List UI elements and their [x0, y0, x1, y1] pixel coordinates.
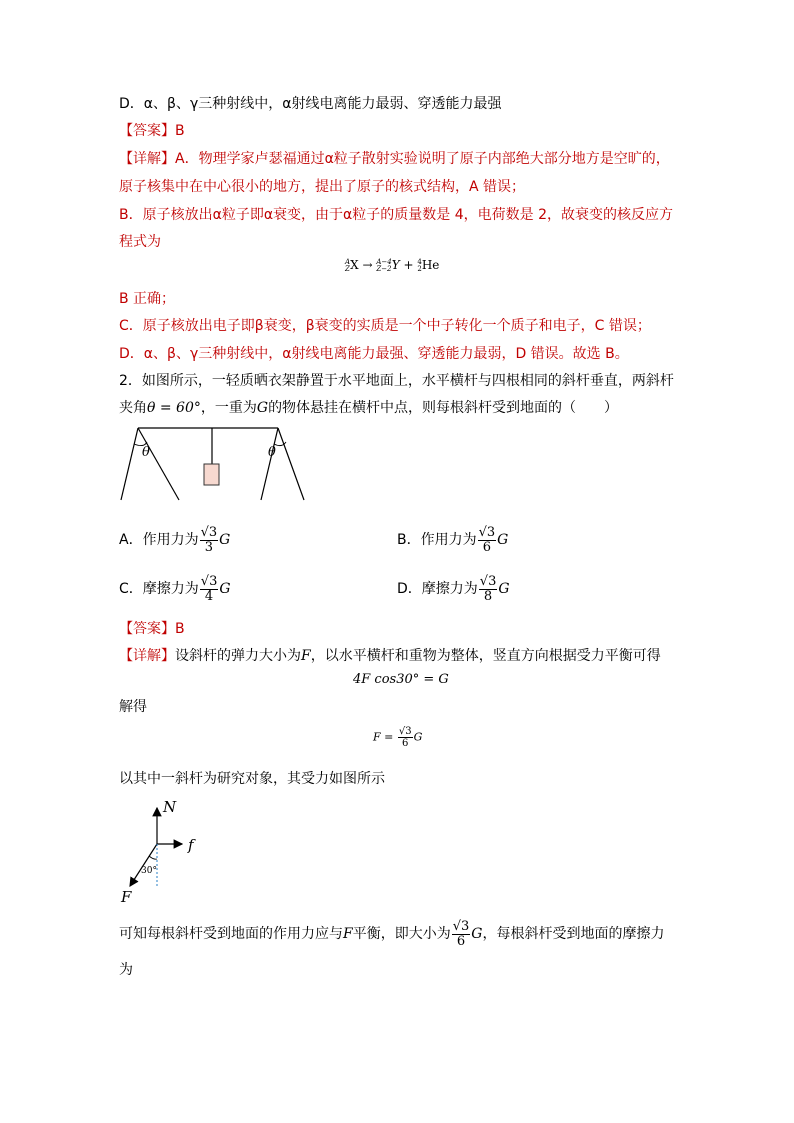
explain-tag: 【详解】 — [119, 151, 175, 167]
answer-value: B — [175, 621, 185, 637]
conclusion-num: √3 — [452, 918, 470, 934]
decay-equation — [345, 258, 439, 273]
angle-label: 30° — [141, 866, 157, 876]
label-F: F — [121, 888, 132, 904]
option-a-den: 3 — [204, 539, 213, 555]
stem-text: ，一重为 — [200, 400, 257, 416]
right-outer-leg — [278, 428, 304, 500]
option-d[interactable] — [397, 574, 510, 604]
weight-symbol: G — [256, 400, 269, 416]
option-b-g: G — [497, 532, 509, 548]
right-inner-leg — [261, 428, 278, 500]
solution-den: 6 — [402, 738, 409, 749]
option-c-num: √3 — [200, 573, 218, 589]
theta-equation: θ = 60° — [147, 400, 201, 416]
he-charge: 2 — [417, 264, 422, 273]
equilibrium-equation: 4F cos30° = G — [353, 672, 449, 687]
stem-text: 夹角 — [119, 400, 147, 416]
plus-sign: + — [403, 258, 414, 272]
q1-b-correct: B 正确； — [119, 291, 176, 307]
force-symbol: F — [343, 926, 353, 942]
q1-explain-b1: B．原子核放出α粒子即α衰变，由于α粒子的质量数是 4，电荷数是 2，故衰变的核反应方 — [119, 207, 674, 223]
force-symbol: F — [301, 648, 311, 664]
q1-explain-b2: 程式为 — [119, 234, 161, 250]
q2-explain-line1 — [119, 646, 661, 666]
conclusion-den: 6 — [456, 933, 466, 949]
theta-left-label: θ — [142, 445, 150, 460]
he-mass: 4 — [417, 257, 422, 266]
option-c-label: C．摩擦力为 — [119, 581, 199, 597]
option-d-den: 8 — [483, 588, 493, 604]
q1-explain-c: C．原子核放出电子即β衰变，β衰变的实质是一个中子转化一个质子和电子，C 错误； — [119, 318, 651, 334]
q2-answer-line — [119, 619, 185, 639]
q1-explain-d: D．α、β、γ三种射线中，α射线电离能力最强、穿透能力最弱，D 错误。故选 B。 — [119, 346, 629, 362]
clothes-rack-figure — [118, 424, 308, 502]
reaction-arrow: → — [362, 258, 373, 272]
option-d-g: G — [498, 581, 510, 597]
option-a-label: A．作用力为 — [119, 532, 199, 548]
option-d-num: √3 — [479, 573, 497, 589]
conclusion-line2: 为 — [119, 962, 133, 978]
explain-text: A．物理学家卢瑟福通过α粒子散射实验说明了原子内部绝大部分地方是空旷的， — [175, 151, 670, 167]
hanging-weight — [204, 464, 219, 485]
angle-arc — [149, 856, 157, 859]
parent-nucleus: X — [350, 258, 359, 272]
label-N: N — [163, 798, 177, 816]
conclusion-line1 — [119, 918, 664, 950]
stem-text: 的物体悬挂在横杆中点，则每根斜杆受到地面的（ ） — [268, 400, 619, 416]
option-a-g: G — [219, 532, 231, 548]
daughter-charge: Z−2 — [376, 264, 392, 273]
answer-value: B — [175, 123, 185, 139]
conclusion-text: 平衡，即大小为 — [352, 926, 451, 942]
q2-stem-line2 — [119, 398, 618, 418]
study-object-line: 以其中一斜杆为研究对象，其受力如图所示 — [119, 771, 385, 787]
answer-tag: 【答案】 — [119, 123, 175, 139]
conclusion-text: ，每根斜杆受到地面的摩擦力 — [482, 926, 665, 942]
explain-tag: 【详解】 — [119, 648, 175, 664]
label-f: f — [188, 836, 194, 854]
q1-explain-a2: 原子核集中在中心很小的地方，提出了原子的核式结构，A 错误； — [119, 179, 526, 195]
solution-num: √3 — [398, 726, 412, 737]
option-b-label: B．作用力为 — [397, 532, 477, 548]
q1-answer-line — [119, 121, 185, 141]
daughter-nucleus: Y — [391, 258, 400, 272]
option-d-label: D．摩擦力为 — [397, 581, 478, 597]
solution-equation — [373, 726, 422, 749]
option-c-den: 4 — [204, 588, 214, 604]
option-b-num: √3 — [478, 524, 496, 540]
left-inner-leg — [138, 428, 179, 500]
option-b[interactable] — [397, 525, 508, 555]
left-outer-leg — [121, 428, 138, 500]
force-diagram — [118, 796, 208, 904]
helium-nucleus: He — [421, 258, 440, 272]
option-c-g: G — [219, 581, 231, 597]
solve-label: 解得 — [119, 699, 147, 715]
theta-right-label: θ — [268, 445, 276, 460]
solution-g: G — [413, 730, 423, 744]
parent-charge: Z — [345, 264, 350, 273]
q2-stem-line1: 2．如图所示，一轻质晒衣架静置于水平地面上，水平横杆与四根相同的斜杆垂直，两斜杆 — [119, 373, 674, 389]
explain-text: 设斜杆的弹力大小为 — [175, 648, 301, 664]
explain-text: ，以水平横杆和重物为整体，竖直方向根据受力平衡可得 — [310, 648, 661, 664]
q1-explain-a1 — [119, 149, 670, 169]
option-b-den: 6 — [482, 539, 492, 555]
option-a[interactable] — [119, 525, 230, 555]
option-a-num: √3 — [200, 524, 218, 540]
option-c[interactable] — [119, 574, 231, 604]
solution-left: F = — [373, 730, 394, 744]
daughter-mass: A−4 — [376, 257, 392, 266]
q1-option-d: D．α、β、γ三种射线中，α射线电离能力最弱、穿透能力最强 — [119, 96, 502, 112]
parent-mass: A — [345, 257, 351, 266]
answer-tag: 【答案】 — [119, 621, 175, 637]
conclusion-text: 可知每根斜杆受到地面的作用力应与 — [119, 926, 343, 942]
rod-force-arrow — [130, 844, 157, 886]
conclusion-g: G — [471, 926, 483, 942]
